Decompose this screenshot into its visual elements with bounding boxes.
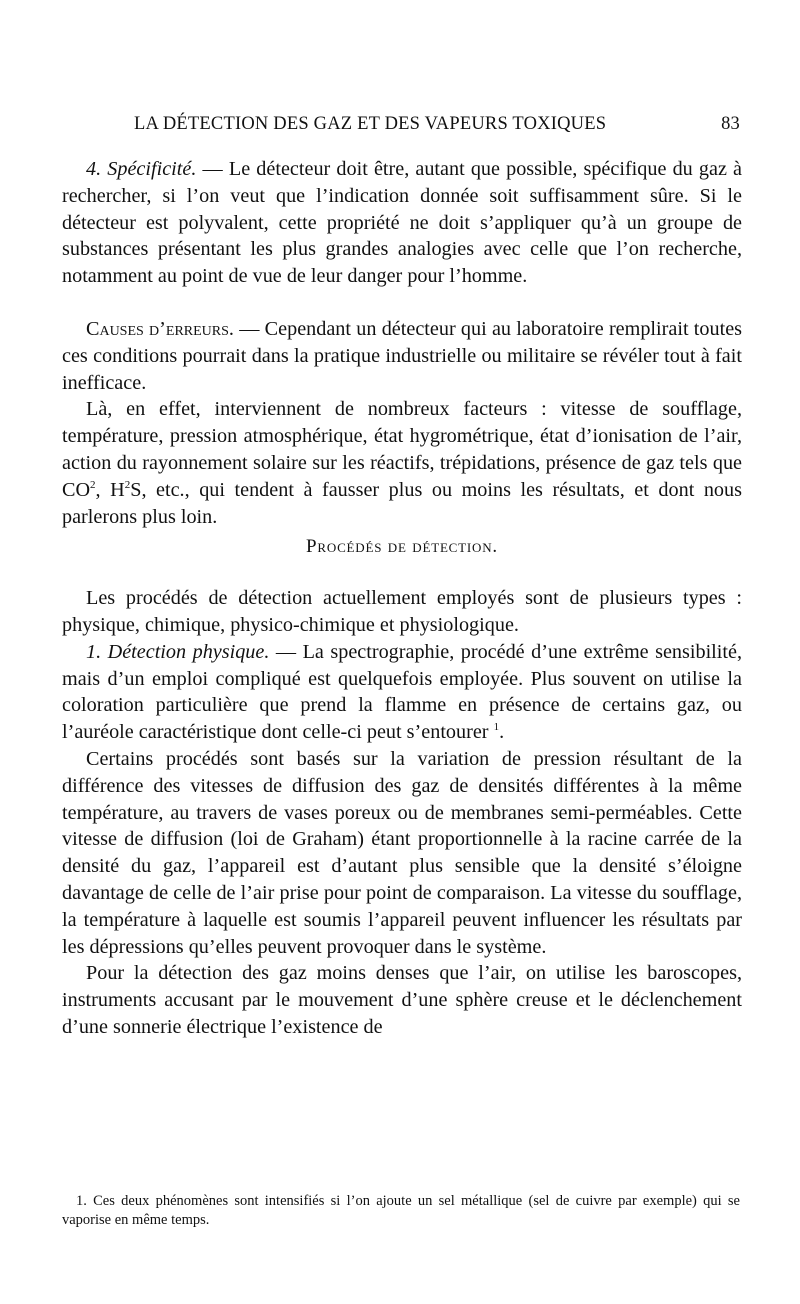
paragraph-detection-physique: [62, 639, 742, 746]
superscript: 2: [90, 478, 96, 491]
text-segment: , H: [95, 478, 125, 501]
text-segment: S, etc., qui tendent à fausser plus ou moins les résultats, et dont nous parlerons plus loin.: [62, 478, 742, 528]
paragraph-specificite: [62, 156, 742, 290]
paragraph-text: Certains procédés sont basés sur la variation de pression résultant de la différence des vitesses de diffusion des gaz de densités différentes à la même température, au travers de vases poreux ou de membranes semi-perméables. Cette vitesse de diffusion (loi de Graham) étant proportionnelle à la racine carrée de la densité du gaz, l’appareil est d’autant plus sensible que la densité s’éloigne davantage de celle de l’air prise pour point de comparaison. La vitesse du soufflage, la température à laquelle est soumis l’appareil peuvent influencer les résultats par les dépressions qu’elles peuvent provoquer dans le système.: [62, 747, 742, 958]
running-title: LA DÉTECTION DES GAZ ET DES VAPEURS TOXIQUES: [134, 114, 607, 134]
paragraph-facteurs: [62, 396, 742, 530]
footnotes: [62, 1192, 740, 1230]
section-heading: Procédés de détection.: [306, 536, 498, 558]
footnote-text: Ces deux phénomènes sont intensifiés si l’on ajoute un sel métallique (sel de cuivre par exemple) qui se vaporise en même temps.: [62, 1193, 740, 1228]
superscript: 2: [124, 478, 131, 491]
text-segment: .: [499, 721, 505, 744]
paragraph-label: 1. Détection physique.: [86, 640, 270, 663]
paragraph-procedes: [62, 585, 742, 639]
page-body: [62, 156, 742, 1041]
paragraph-baroscopes: [62, 960, 742, 1040]
paragraph-text: Pour la détection des gaz moins denses que l’air, on utilise les baroscopes, instruments accusant par le mouvement d’une sphère creuse et le déclenchement d’une sonnerie électrique l’existence de: [62, 962, 742, 1038]
paragraph-text: — Le détecteur doit être, autant que possible, spécifique du gaz à rechercher, si l’on veut que l’indication donnée soit suffisamment sûre. Si le détecteur est polyvalent, cette propriété ne doit s’appliquer qu’à un groupe de substances présentant les plus grandes analogies avec celle que l’on recherche, notamment au point de vue de leur danger pour l’homme.: [62, 158, 743, 288]
paragraph-text: — La spectrographie, procédé d’une extrême sensibilité, mais d’un emploi compliqué est quelquefois employée. Plus souvent on utilise la coloration particulière que prend la flamme en présence de certains gaz, ou l’auréole caractéristique dont celle-ci peut s’entourer: [62, 640, 743, 744]
paragraph-text: Les procédés de détection actuellement employés sont de plusieurs types : physique, chimique, physico-chimique et physiologique.: [62, 587, 742, 636]
footnote-number: 1.: [76, 1193, 87, 1209]
paragraph-label: Causes d’erreurs.: [86, 317, 234, 340]
paragraph-causes-erreurs: [62, 316, 742, 396]
footnote: [62, 1192, 740, 1230]
page-number: 83: [721, 114, 740, 134]
paragraph-pression: [62, 746, 742, 960]
paragraph-text: — Cependant un détecteur qui au laboratoire remplirait toutes ces conditions pourrait dans la pratique industrielle ou militaire se révéler tout à fait inefficace.: [62, 317, 743, 394]
paragraph-label: 4. Spécificité.: [86, 158, 197, 180]
footnote-reference[interactable]: 1: [493, 721, 500, 734]
text-segment: Là, en effet, interviennent de nombreux facteurs : vitesse de soufflage, température, pression atmosphérique, état hygrométrique, état d’ionisation de l’air, action du rayonnement solaire sur les réactifs, trépidations, présence de gaz tels que CO: [62, 398, 742, 501]
